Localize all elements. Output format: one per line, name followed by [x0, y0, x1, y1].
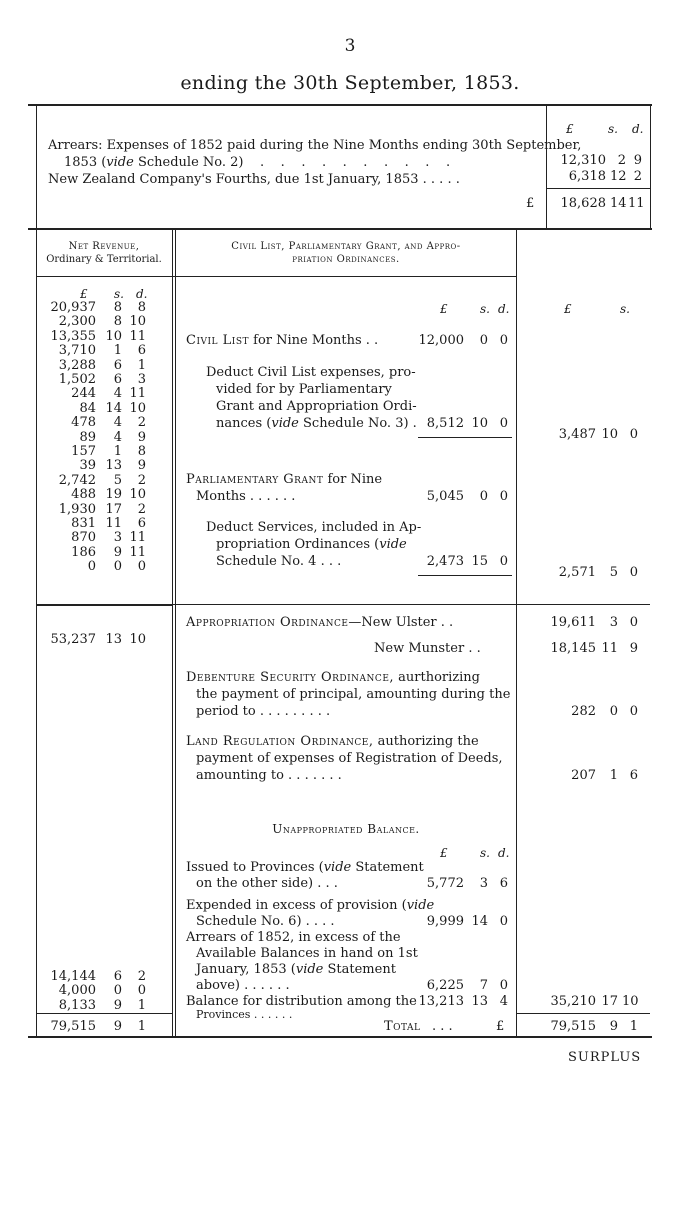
net-revenue-row-4-s: 1 [113, 343, 122, 359]
u4-s: 13 [471, 994, 488, 1009]
net-revenue-row-10-pounds: 89 [79, 429, 96, 445]
u1-pounds: 5,772 [426, 876, 464, 891]
net-revenue-row-9-s: 4 [113, 415, 122, 431]
arrears-amount-divider [546, 104, 547, 228]
ao-line2: New Munster . . [374, 641, 481, 656]
net-revenue-row-19-pounds: 0 [87, 559, 96, 575]
net-revenue-row-13-pounds: 2,742 [58, 472, 96, 488]
net-revenue-row-12-s: 13 [105, 458, 122, 474]
deduct2-s: 15 [471, 554, 488, 569]
arrears-line2: 1853 (vide Schedule No. 2) . . . . . . . . . . [64, 155, 451, 170]
arrears-total-d: 11 [628, 196, 645, 211]
net-revenue-row-4-pounds: 3,710 [58, 343, 96, 359]
deduct1-line3: Grant and Appropriation Ordi- [216, 399, 417, 414]
left-total-s: 9 [113, 1019, 122, 1034]
middle-total-dots: . . . [432, 1019, 453, 1034]
net-revenue-row-19-s: 0 [113, 559, 122, 575]
pg-line2: Months . . . . . . [196, 489, 296, 504]
main-top-rule [28, 228, 652, 230]
net-revenue-row-1-s: 8 [113, 300, 122, 315]
page-heading: ending the 30th September, 1853. [180, 72, 520, 94]
arrears-line3: New Zealand Company's Fourths, due 1st January, 1853 . . . . . [48, 172, 460, 187]
deduct1-line2: vided for by Parliamentary [216, 382, 392, 397]
right-debenture-s: 0 [609, 704, 618, 719]
right-new-munster-pounds: 18,145 [550, 641, 596, 656]
u4-pounds: 13,213 [418, 994, 464, 1009]
left-total-pounds: 79,515 [50, 1019, 96, 1034]
deduct2-line2: propriation Ordinances (vide [216, 537, 407, 552]
footer-catchword: SURPLUS [568, 1050, 642, 1065]
unapp-colhead-s: s. [480, 846, 490, 860]
net-revenue-row-9-d: 2 [137, 415, 146, 431]
u4-d: 4 [499, 994, 508, 1009]
net-revenue-row-1-d: 8 [137, 300, 146, 315]
u3-d: 0 [499, 978, 508, 993]
net-revenue-bottom-row-3-s: 9 [113, 997, 122, 1013]
net-revenue-row-13-s: 5 [113, 472, 122, 488]
arrears-row1-d: 9 [633, 153, 642, 168]
mid-colhead-s: s. [480, 302, 490, 316]
right-debenture-pounds: 282 [571, 704, 596, 719]
net-revenue-row-6-d: 3 [137, 372, 146, 387]
net-revenue-row-8-d: 10 [129, 400, 146, 416]
arrears-row1-s: 2 [617, 153, 626, 168]
right-new-ulster-s: 3 [609, 615, 618, 630]
u2-d: 0 [499, 914, 508, 929]
pg-label: Parliamentary Grant for Nine [186, 472, 383, 487]
dso-line3: period to . . . . . . . . . [196, 704, 331, 719]
left-subtotal-d: 10 [129, 632, 146, 647]
net-revenue-row-3-d: 11 [129, 328, 146, 344]
deduct1-line4: nances (vide Schedule No. 3) . [216, 416, 417, 431]
net-revenue-row-18-s: 9 [113, 544, 122, 560]
net-revenue-row-7-d: 11 [129, 386, 146, 402]
right-pg-net-d: 0 [629, 565, 638, 580]
u1-line1: Issued to Provinces (vide Statement [186, 860, 424, 875]
net-revenue-bottom-row-1-d: 2 [137, 969, 146, 984]
net-revenue-row-11-pounds: 157 [71, 444, 96, 459]
right-unappropriated-pounds: 35,210 [550, 994, 596, 1009]
u3-s: 7 [479, 978, 488, 993]
pg-s: 0 [479, 489, 488, 504]
mid-colhead-d: d. [498, 302, 510, 316]
net-revenue-row-5-s: 6 [113, 357, 122, 373]
lro-line3: amounting to . . . . . . . [196, 768, 342, 783]
arrears-total-pounds: 18,628 [560, 196, 606, 211]
net-revenue-row-9-pounds: 478 [71, 415, 96, 431]
deduct2-line3: Schedule No. 4 . . . [216, 554, 342, 569]
net-revenue-row-14-pounds: 488 [71, 487, 96, 503]
net-revenue-row-7-s: 4 [113, 386, 122, 402]
net-revenue-row-11-s: 1 [113, 444, 122, 459]
u3-line3: January, 1853 (vide Statement [196, 962, 396, 977]
deduct2-d: 0 [499, 554, 508, 569]
net-revenue-row-15-pounds: 1,930 [58, 501, 96, 517]
net-revenue-row-14-s: 19 [105, 487, 122, 503]
header-rule [36, 276, 516, 277]
right-civil-net-pounds: 3,487 [558, 427, 596, 442]
col-divider-2 [516, 228, 517, 1036]
lro-line2: payment of expenses of Registration of Deeds, [196, 751, 503, 766]
right-unappropriated-d: 10 [622, 994, 639, 1009]
net-revenue-row-3-s: 10 [105, 328, 122, 344]
dso-label: Debenture Security Ordinance, aurthorizing [186, 670, 480, 685]
left-subtotal-rule [36, 605, 172, 606]
net-revenue-row-16-s: 11 [105, 516, 122, 531]
right-total-s: 9 [609, 1019, 618, 1034]
middle-total-label: Total [384, 1019, 421, 1034]
deduct2-rule [418, 575, 512, 576]
u3-line2: Available Balances in hand on 1st [196, 946, 418, 961]
unapp-colhead-pounds: £ [440, 846, 448, 860]
pg-d: 0 [499, 489, 508, 504]
deduct2-line1: Deduct Services, included in Ap- [206, 520, 422, 535]
civil-list-pounds: 12,000 [418, 333, 464, 348]
right-civil-net-s: 10 [601, 427, 618, 442]
right-pg-net-pounds: 2,571 [558, 565, 596, 580]
deduct2-pounds: 2,473 [426, 554, 464, 569]
net-revenue-row-18-d: 11 [129, 544, 146, 560]
right-colhead-s: s. [620, 302, 630, 316]
u4-line1: Balance for distribution among the [186, 994, 417, 1009]
arrears-total-symbol: £ [526, 196, 535, 211]
net-revenue-row-10-s: 4 [113, 429, 122, 445]
arrears-row2-d: 2 [633, 169, 642, 184]
civil-list-label: Civil List for Nine Months . . [186, 333, 379, 348]
arrears-colhead-d: d. [632, 122, 644, 136]
net-revenue-row-10-d: 9 [137, 429, 146, 445]
right-total-d: 1 [629, 1019, 638, 1034]
u2-pounds: 9,999 [426, 914, 464, 929]
net-revenue-row-13-d: 2 [137, 472, 146, 488]
net-revenue-row-6-s: 6 [113, 372, 122, 387]
right-new-munster-s: 11 [601, 641, 618, 656]
net-revenue-row-7-pounds: 244 [71, 386, 96, 402]
u4-line2: Provinces . . . . . . [196, 1008, 293, 1021]
arrears-row1-pounds: 12,310 [560, 153, 606, 168]
net-revenue-bottom-row-2-d: 0 [137, 983, 146, 999]
right-colhead-pounds: £ [564, 302, 572, 316]
net-revenue-row-2-s: 8 [113, 314, 122, 330]
net-revenue-row-16-d: 6 [137, 516, 146, 531]
arrears-right-border [650, 104, 651, 228]
right-new-ulster-d: 0 [629, 615, 638, 630]
net-revenue-header2: Ordinary & Territorial. [46, 254, 162, 265]
net-revenue-row-17-pounds: 870 [71, 530, 96, 546]
deduct1-rule [418, 437, 512, 438]
net-revenue-row-16-pounds: 831 [71, 516, 96, 531]
net-revenue-row-14-d: 10 [129, 487, 146, 503]
net-revenue-bottom-row-2-s: 0 [113, 983, 122, 999]
right-new-ulster-pounds: 19,611 [550, 615, 596, 630]
u3-line4: above) . . . . . . [196, 978, 290, 993]
left-colhead-s: s. [114, 287, 124, 301]
u1-line2: on the other side) . . . [196, 876, 338, 891]
net-revenue-bottom-row-3-d: 1 [137, 997, 146, 1013]
arrears-left-border [36, 104, 37, 228]
net-revenue-row-15-d: 2 [137, 501, 146, 517]
right-civil-net-d: 0 [629, 427, 638, 442]
civil-list-s: 0 [479, 333, 488, 348]
deduct1-d: 0 [499, 416, 508, 431]
main-left-border [36, 228, 37, 1036]
net-revenue-bottom-row-3-pounds: 8,133 [58, 997, 96, 1013]
net-revenue-row-1-pounds: 20,937 [50, 300, 96, 315]
arrears-colhead-pounds: £ [566, 122, 574, 136]
net-revenue-row-5-pounds: 3,288 [58, 357, 96, 373]
arrears-total-rule [546, 188, 650, 189]
net-revenue-row-5-d: 1 [137, 357, 146, 373]
net-revenue-row-17-s: 3 [113, 530, 122, 546]
u2-s: 14 [471, 914, 488, 929]
deduct1-line1: Deduct Civil List expenses, pro- [206, 365, 416, 380]
net-revenue-row-8-pounds: 84 [79, 400, 96, 416]
bottom-rule [28, 1036, 652, 1038]
net-revenue-row-12-d: 9 [137, 458, 146, 474]
section-rule [36, 604, 650, 605]
right-unappropriated-s: 17 [601, 994, 618, 1009]
net-revenue-row-3-pounds: 13,355 [50, 328, 96, 344]
net-revenue-row-18-pounds: 186 [71, 544, 96, 560]
right-pg-net-s: 5 [609, 565, 618, 580]
net-revenue-bottom-row-2-pounds: 4,000 [58, 983, 96, 999]
page-number: 3 [344, 36, 356, 56]
left-subtotal-pounds: 53,237 [50, 632, 96, 647]
u3-pounds: 6,225 [426, 978, 464, 993]
left-total-d: 1 [137, 1019, 146, 1034]
net-revenue-bottom-row-1-pounds: 14,144 [50, 969, 96, 984]
net-revenue-header1: Net Revenue, [68, 241, 140, 252]
net-revenue-row-2-pounds: 2,300 [58, 314, 96, 330]
right-debenture-d: 0 [629, 704, 638, 719]
right-new-munster-d: 9 [629, 641, 638, 656]
right-total-rule [516, 1013, 650, 1014]
left-colhead-d: d. [136, 287, 148, 301]
net-revenue-row-15-s: 17 [105, 501, 122, 517]
left-colhead-pounds: £ [80, 287, 88, 301]
u2-line2: Schedule No. 6) . . . . [196, 914, 335, 929]
u1-s: 3 [479, 876, 488, 891]
arrears-row2-s: 12 [610, 169, 627, 184]
ao-label: Appropriation Ordinance—New Ulster . . [186, 615, 454, 630]
right-land-reg-d: 6 [629, 768, 638, 783]
middle-total-symbol: £ [496, 1019, 505, 1034]
net-revenue-row-12-pounds: 39 [79, 458, 96, 474]
net-revenue-row-2-d: 10 [129, 314, 146, 330]
left-total-rule [36, 1013, 172, 1014]
middle-header2: priation Ordinances. [292, 254, 400, 265]
arrears-colhead-s: s. [608, 122, 618, 136]
middle-header1: Civil List, Parliamentary Grant, and Appro- [231, 241, 461, 252]
deduct1-s: 10 [471, 416, 488, 431]
arrears-line1: Arrears: Expenses of 1852 paid during the Nine Months ending 30th September, [48, 138, 582, 153]
lro-label: Land Regulation Ordinance, authorizing the [186, 734, 479, 749]
civil-list-d: 0 [499, 333, 508, 348]
net-revenue-row-6-pounds: 1,502 [58, 372, 96, 387]
col-divider-1a [172, 228, 173, 1036]
u1-d: 6 [499, 876, 508, 891]
net-revenue-row-17-d: 11 [129, 530, 146, 546]
u2-line1: Expended in excess of provision (vide [186, 898, 435, 913]
net-revenue-row-19-d: 0 [137, 559, 146, 575]
arrears-row2-pounds: 6,318 [568, 169, 606, 184]
col-divider-1b [175, 228, 176, 1036]
net-revenue-row-11-d: 8 [137, 444, 146, 459]
deduct1-pounds: 8,512 [426, 416, 464, 431]
net-revenue-row-4-d: 6 [137, 343, 146, 359]
net-revenue-bottom-row-1-s: 6 [113, 969, 122, 984]
unapp-title: Unappropriated Balance. [272, 822, 420, 836]
top-rule [28, 104, 652, 106]
left-subtotal-s: 13 [105, 632, 122, 647]
arrears-total-s: 14 [610, 196, 627, 211]
right-total-pounds: 79,515 [550, 1019, 596, 1034]
right-land-reg-pounds: 207 [571, 768, 596, 783]
right-land-reg-s: 1 [609, 768, 618, 783]
mid-colhead-pounds: £ [440, 302, 448, 316]
u3-line1: Arrears of 1852, in excess of the [186, 930, 401, 945]
dso-line2: the payment of principal, amounting during the [196, 687, 511, 702]
pg-pounds: 5,045 [426, 489, 464, 504]
net-revenue-row-8-s: 14 [105, 400, 122, 416]
unapp-colhead-d: d. [498, 846, 510, 860]
